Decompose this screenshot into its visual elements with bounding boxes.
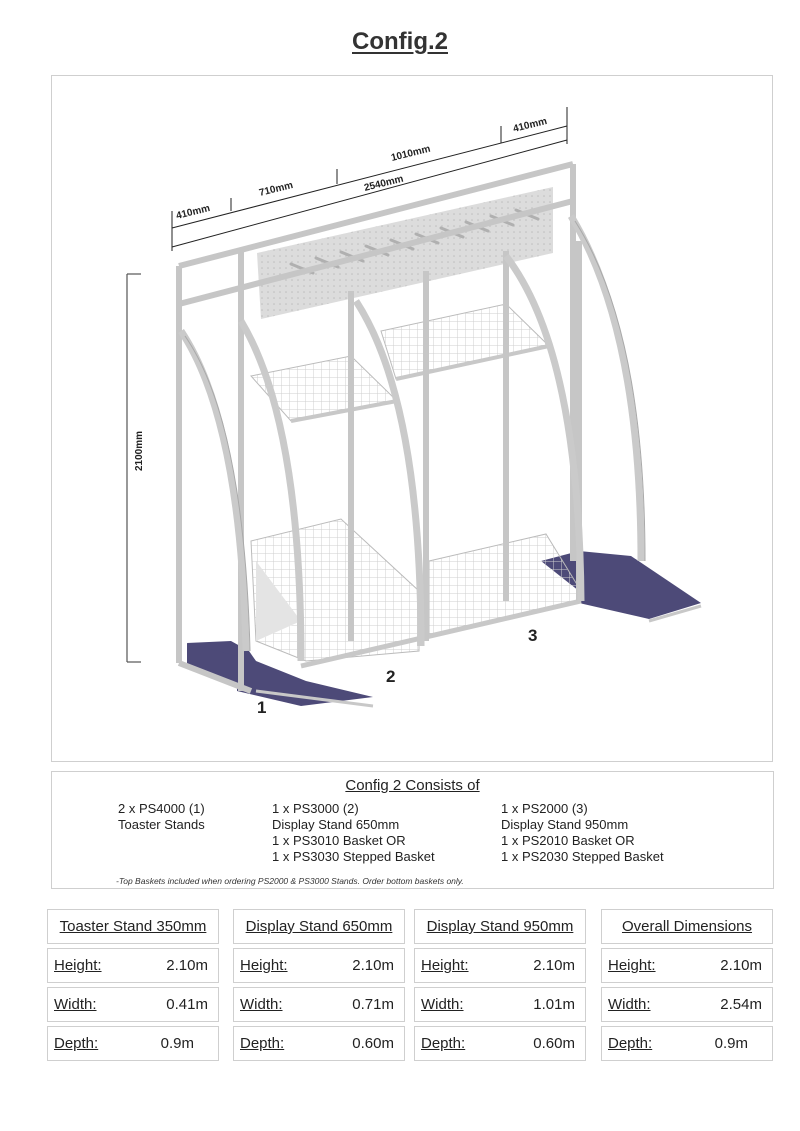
callout-3: 3 [528,626,538,645]
contents-line: 1 x PS3010 Basket OR [272,833,406,848]
spec-title: Overall Dimensions [621,918,753,935]
contents-line: 1 x PS2000 (3) [501,801,588,816]
spec-table-toaster-stand [47,909,219,1065]
spec-label: Height: [421,957,469,974]
spec-title-cell [47,909,219,944]
product-drawing [51,75,773,762]
contents-line: Display Stand 650mm [272,817,400,832]
spec-value: 0.71m [352,996,394,1013]
spec-row-width [414,987,586,1022]
spec-value: 2.10m [533,957,575,974]
spec-value: 2.10m [720,957,762,974]
spec-value: 0.60m [352,1035,394,1052]
spec-label: Depth: [54,1035,99,1052]
contents-line: Display Stand 950mm [501,817,629,832]
spec-row-depth [601,1026,773,1061]
spec-table-overall [601,909,773,1065]
top-basket-right [381,304,549,379]
spec-label: Width: [240,996,283,1013]
dim-height: 2100mm [134,430,145,471]
spec-row-depth [47,1026,219,1061]
spec-title: Display Stand 650mm [245,918,393,935]
contents-column-toaster [118,801,205,833]
display-stand-illustration [52,76,774,763]
dim-seg4: 410mm [512,115,549,135]
spec-row-width [601,987,773,1022]
contents-line: 1 x PS2010 Basket OR [501,833,635,848]
spec-title-cell [601,909,773,944]
spec-value: 0.9m [160,1035,194,1052]
spec-value: 2.10m [352,957,394,974]
spec-value: 2.54m [720,996,762,1013]
spec-value: 0.41m [166,996,208,1013]
ordering-note: -Top Baskets included when ordering PS2000 & PS3000 Stands. Order bottom baskets only. [116,876,464,886]
callout-2: 2 [386,667,396,686]
spec-title: Display Stand 950mm [426,918,574,935]
contents-line: 2 x PS4000 (1) [118,801,205,816]
spec-row-depth [233,1026,405,1061]
contents-line: 1 x PS2030 Stepped Basket [501,849,664,864]
spec-label: Depth: [240,1035,285,1052]
contents-column-ps2000 [501,801,664,865]
spec-value: 0.9m [714,1035,748,1052]
dim-seg3: 1010mm [390,143,432,164]
spec-table-display-650 [233,909,405,1065]
spec-value: 0.60m [533,1035,575,1052]
spec-row-depth [414,1026,586,1061]
page-title: Config.2 [352,28,448,55]
config-contents-heading: Config 2 Consists of [345,777,480,794]
spec-label: Depth: [421,1035,466,1052]
spec-label: Depth: [608,1035,653,1052]
spec-row-height [233,948,405,983]
spec-title: Toaster Stand 350mm [59,918,207,935]
spec-label: Width: [608,996,651,1013]
spec-label: Width: [54,996,97,1013]
dim-total-width: 2540mm [363,173,405,194]
contents-line: 1 x PS3000 (2) [272,801,359,816]
spec-title-cell [414,909,586,944]
spec-row-width [47,987,219,1022]
contents-column-ps3000 [272,801,435,865]
spec-row-width [233,987,405,1022]
spec-label: Height: [608,957,656,974]
dim-seg1: 410mm [175,202,212,222]
spec-table-display-950 [414,909,586,1065]
spec-label: Height: [240,957,288,974]
spec-label: Height: [54,957,102,974]
callout-1: 1 [257,698,267,717]
spec-row-height [601,948,773,983]
spec-label: Width: [421,996,464,1013]
config-contents-box [51,771,774,889]
contents-line: Toaster Stands [118,817,205,832]
spec-title-cell [233,909,405,944]
spec-row-height [47,948,219,983]
spec-row-height [414,948,586,983]
dim-seg2: 710mm [258,179,295,199]
spec-value: 2.10m [166,957,208,974]
spec-value: 1.01m [533,996,575,1013]
contents-line: 1 x PS3030 Stepped Basket [272,849,435,864]
